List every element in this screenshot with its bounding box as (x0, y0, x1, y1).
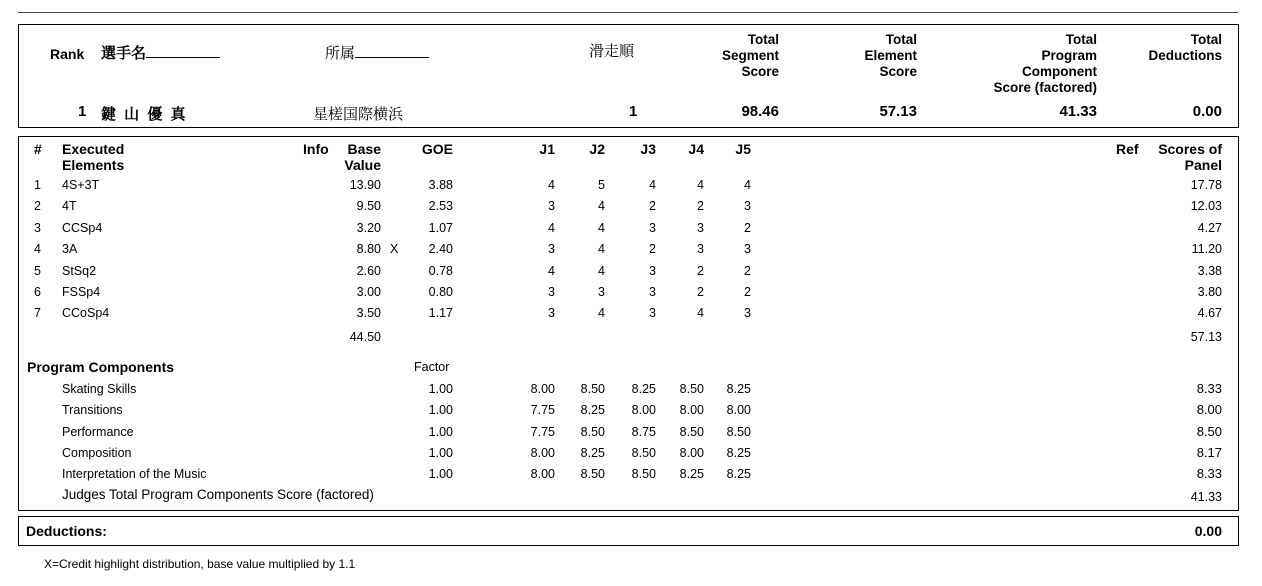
element-code: 4T (62, 199, 77, 214)
element-j4-score: 4 (697, 178, 704, 192)
component-j3-score: 8.50 (631, 467, 656, 482)
judges-total-pcs-value: 41.33 (1190, 490, 1222, 504)
name-header: 選手名 (101, 44, 220, 62)
j3-header: J3 (640, 141, 656, 157)
total-segment-score: 98.46 (741, 103, 779, 120)
deductions-label: Deductions: (26, 523, 107, 539)
club-header: 所属 (325, 44, 429, 62)
element-j2-score: 4 (598, 199, 605, 214)
element-j3-score: 4 (649, 178, 656, 192)
element-number: 3 (34, 220, 41, 235)
component-j4-score: 8.25 (679, 467, 704, 482)
component-j4-score: 8.00 (679, 403, 704, 418)
element-info: X (390, 242, 399, 257)
component-factor: 1.00 (428, 403, 453, 418)
base-value-total: 44.50 (349, 330, 381, 344)
component-panel-score: 8.50 (1196, 423, 1222, 439)
element-number: 4 (34, 242, 41, 257)
element-j1-score: 3 (548, 199, 555, 214)
component-j3-score: 8.00 (631, 403, 656, 418)
element-base-value: 3.20 (356, 220, 381, 235)
component-j4-score: 8.00 (679, 445, 704, 460)
factor-header: Factor (414, 360, 450, 374)
element-goe: 2.40 (428, 242, 453, 257)
j2-header: J2 (589, 141, 605, 157)
deductions-value: 0.00 (1194, 523, 1222, 539)
info-header: Info (303, 141, 329, 157)
element-j3-score: 3 (649, 220, 656, 235)
element-j5-score: 2 (744, 220, 751, 235)
element-number: 1 (34, 178, 41, 192)
element-j2-score: 5 (598, 178, 605, 192)
element-base-value: 9.50 (356, 199, 381, 214)
element-j3-score: 3 (649, 285, 656, 299)
rank-header: Rank (50, 46, 85, 62)
element-code: 4S+3T (62, 178, 100, 192)
judges-total-pcs-label: Judges Total Program Components Score (factored) (62, 487, 374, 502)
element-j1-score: 3 (548, 242, 555, 257)
element-panel-score: 17.78 (1190, 178, 1222, 192)
element-goe: 1.17 (428, 306, 453, 321)
pcs-header: Total Program Component Score (factored) (993, 32, 1097, 95)
total-program-component-score: 41.33 (1059, 103, 1097, 120)
element-panel-score: 3.80 (1197, 285, 1222, 299)
component-factor: 1.00 (428, 467, 453, 482)
element-j4-score: 4 (697, 306, 704, 321)
component-j3-score: 8.50 (631, 445, 656, 460)
element-j2-score: 4 (598, 306, 605, 321)
element-j5-score: 3 (744, 199, 751, 214)
element-j4-score: 2 (697, 263, 704, 278)
element-j4-score: 2 (697, 199, 704, 214)
element-goe: 2.53 (428, 199, 453, 214)
element-j1-score: 4 (548, 220, 555, 235)
component-name: Composition (62, 445, 132, 460)
component-j5-score: 8.50 (726, 424, 751, 439)
footnote: X=Credit highlight distribution, base value multiplied by 1.1 (44, 557, 356, 571)
order-header: 滑走順 (589, 43, 635, 60)
component-j4-score: 8.50 (679, 382, 704, 396)
component-j1-score: 8.00 (530, 467, 555, 482)
component-panel-score: 8.33 (1196, 381, 1222, 396)
base-value-header: Base Value (344, 141, 381, 173)
element-j5-score: 3 (744, 306, 751, 321)
element-code: FSSp4 (62, 285, 101, 299)
element-j1-score: 3 (548, 306, 555, 321)
element-goe: 1.07 (428, 220, 453, 235)
element-panel-score: 4.67 (1197, 306, 1222, 321)
start-order: 1 (629, 103, 638, 120)
deductions-header: Total Deductions (1148, 32, 1222, 63)
element-number: 6 (34, 285, 41, 299)
total-element-score: 57.13 (879, 103, 917, 120)
element-base-value: 8.80 (356, 242, 381, 257)
element-j2-score: 4 (598, 220, 605, 235)
component-j5-score: 8.00 (726, 403, 751, 418)
element-j2-score: 4 (598, 263, 605, 278)
j1-header: J1 (539, 141, 555, 157)
element-code: CCoSp4 (62, 306, 110, 321)
component-panel-score: 8.17 (1196, 444, 1222, 460)
component-name: Interpretation of the Music (62, 467, 207, 482)
element-j4-score: 3 (697, 242, 704, 257)
element-j1-score: 3 (548, 285, 555, 299)
element-code: CCSp4 (62, 220, 103, 235)
element-base-value: 13.90 (349, 178, 381, 192)
executed-elements-header: Executed Elements (62, 141, 125, 173)
element-panel-score: 12.03 (1190, 199, 1222, 214)
element-j3-score: 3 (649, 306, 656, 321)
element-goe: 0.78 (428, 263, 453, 278)
element-j5-score: 2 (744, 285, 751, 299)
element-j3-score: 3 (649, 263, 656, 278)
component-j2-score: 8.25 (580, 445, 605, 460)
component-j2-score: 8.50 (580, 382, 605, 396)
component-panel-score: 8.33 (1196, 466, 1222, 482)
component-factor: 1.00 (428, 382, 453, 396)
component-j1-score: 8.00 (530, 445, 555, 460)
element-code: 3A (62, 242, 78, 257)
element-j4-score: 3 (697, 220, 704, 235)
element-score-total: 57.13 (1190, 330, 1222, 344)
element-j5-score: 4 (744, 178, 751, 192)
program-components-title: Program Components (27, 359, 175, 375)
skater-club: 星槎国際横浜 (313, 106, 404, 123)
scores-of-panel-header: Scores of Panel (1158, 141, 1222, 173)
deductions-box (18, 516, 1239, 546)
component-j4-score: 8.50 (679, 424, 704, 439)
element-panel-score: 11.20 (1191, 242, 1222, 257)
component-j1-score: 7.75 (530, 403, 555, 418)
component-j1-score: 8.00 (530, 382, 555, 396)
element-number: 5 (34, 263, 41, 278)
element-j5-score: 3 (744, 242, 751, 257)
element-code: StSq2 (62, 263, 97, 278)
component-j5-score: 8.25 (726, 445, 751, 460)
element-j3-score: 2 (649, 242, 656, 257)
element-j3-score: 2 (649, 199, 656, 214)
element-j1-score: 4 (548, 263, 555, 278)
element-j5-score: 2 (744, 263, 751, 278)
component-panel-score: 8.00 (1196, 402, 1222, 418)
component-j3-score: 8.75 (631, 424, 656, 439)
ref-header: Ref (1116, 141, 1139, 157)
element-number: 2 (34, 199, 41, 214)
skater-name: 鍵 山 優 真 (101, 106, 188, 123)
rank-value: 1 (78, 103, 87, 120)
element-j1-score: 4 (548, 178, 555, 192)
j4-header: J4 (688, 141, 704, 157)
element-j2-score: 3 (598, 285, 605, 299)
element-base-value: 2.60 (356, 263, 381, 278)
element-base-value: 3.00 (356, 285, 381, 299)
component-j3-score: 8.25 (631, 382, 656, 396)
element-number: 7 (34, 306, 41, 321)
j5-header: J5 (735, 141, 751, 157)
total-deductions: 0.00 (1192, 103, 1222, 120)
goe-header: GOE (421, 141, 453, 157)
component-j1-score: 7.75 (530, 424, 555, 439)
summary-box (18, 24, 1239, 128)
element-j2-score: 4 (598, 242, 605, 257)
component-j2-score: 8.25 (580, 403, 605, 418)
element-goe: 3.88 (428, 178, 453, 192)
component-j2-score: 8.50 (580, 424, 605, 439)
element-panel-score: 4.27 (1197, 220, 1222, 235)
element-base-value: 3.50 (356, 306, 381, 321)
elements-box (18, 136, 1239, 511)
tes-header: Total Element Score (864, 32, 917, 79)
element-panel-score: 3.38 (1197, 263, 1222, 278)
top-rule (18, 12, 1238, 13)
component-name: Transitions (62, 403, 123, 418)
component-name: Performance (62, 424, 134, 439)
component-name: Skating Skills (62, 382, 137, 396)
component-factor: 1.00 (428, 424, 453, 439)
component-j5-score: 8.25 (726, 467, 751, 482)
element-j4-score: 2 (697, 285, 704, 299)
component-j2-score: 8.50 (580, 467, 605, 482)
num-header: # (34, 141, 42, 157)
element-goe: 0.80 (428, 285, 453, 299)
component-j5-score: 8.25 (726, 382, 751, 396)
component-factor: 1.00 (428, 445, 453, 460)
tss-header: Total Segment Score (721, 32, 779, 79)
